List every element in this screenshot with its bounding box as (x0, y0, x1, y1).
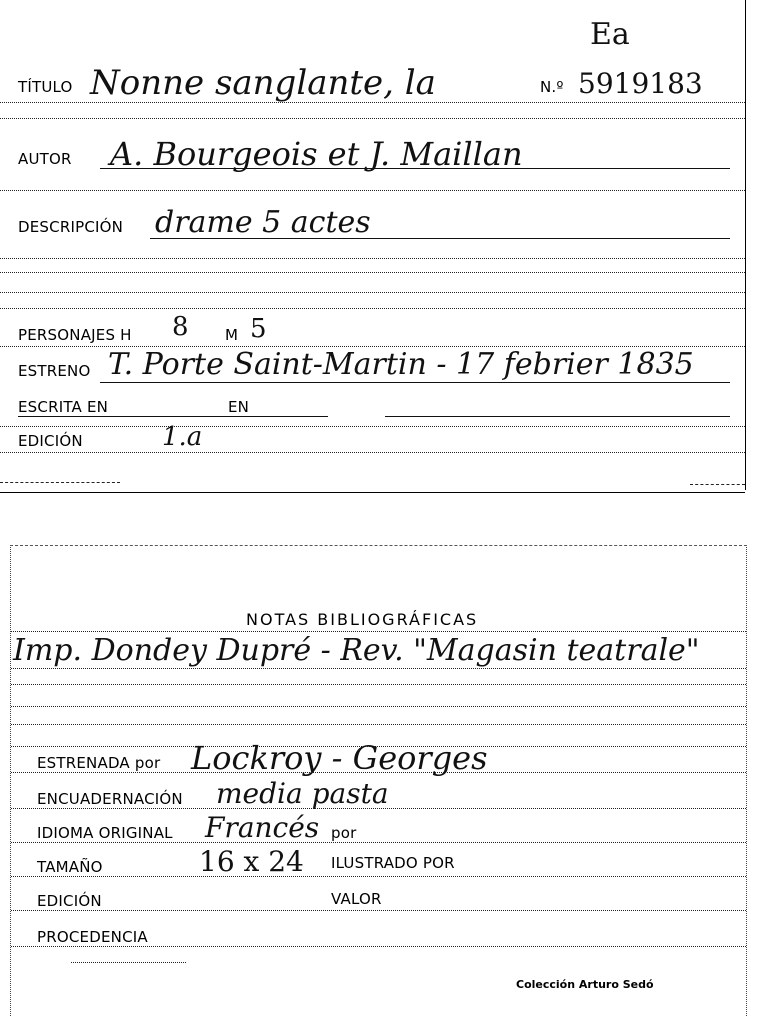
edicion2-label: EDICIÓN (37, 892, 102, 910)
estreno-label: ESTRENO (18, 362, 91, 380)
por-label: por (331, 824, 357, 842)
catalog-card-front (0, 0, 746, 490)
personajes-label: PERSONAJES H (18, 326, 132, 344)
notas-value: Imp. Dondey Dupré - Rev. "Magasin teatrale" (13, 633, 700, 668)
coleccion-stamp: Colección Arturo Sedó (516, 978, 654, 991)
valor-label: VALOR (331, 890, 382, 908)
catalog-card-back (10, 545, 747, 1016)
corner-code: Ea (590, 17, 630, 52)
encuadernacion-label: ENCUADERNACIÓN (37, 790, 183, 808)
titulo-value: Nonne sanglante, la (90, 63, 436, 103)
idioma-value: Francés (205, 811, 320, 844)
descripcion-label: DESCRIPCIÓN (18, 218, 124, 236)
edicion-label: EDICIÓN (18, 432, 83, 450)
autor-label: AUTOR (18, 150, 72, 168)
numero-label: N.º (540, 78, 564, 96)
procedencia-label: PROCEDENCIA (37, 928, 148, 946)
tamano-value: 16 x 24 (199, 845, 304, 878)
titulo-label: TÍTULO (18, 78, 73, 96)
en-label: EN (228, 398, 250, 416)
estrenada-value: Lockroy - Georges (191, 739, 488, 777)
estreno-value: T. Porte Saint-Martin - 17 febrier 1835 (108, 347, 694, 382)
ilustrado-label: ILUSTRADO POR (331, 854, 455, 872)
personajes-m-label: M (225, 326, 239, 344)
personajes-h-value: 8 (172, 312, 189, 342)
edicion-value: 1.a (162, 422, 203, 452)
card-separator (0, 492, 745, 493)
numero-value: 5919183 (578, 67, 703, 100)
idioma-label: IDIOMA ORIGINAL (37, 824, 173, 842)
notas-label: NOTAS BIBLIOGRÁFICAS (246, 610, 479, 629)
tamano-label: TAMAÑO (37, 858, 103, 876)
autor-value: A. Bourgeois et J. Maillan (110, 135, 523, 173)
estrenada-label: ESTRENADA por (37, 754, 161, 772)
descripcion-value: drame 5 actes (155, 205, 371, 240)
escrita-label: ESCRITA EN (18, 398, 109, 416)
personajes-m-value: 5 (250, 314, 267, 344)
encuadernacion-value: media pasta (216, 777, 389, 810)
